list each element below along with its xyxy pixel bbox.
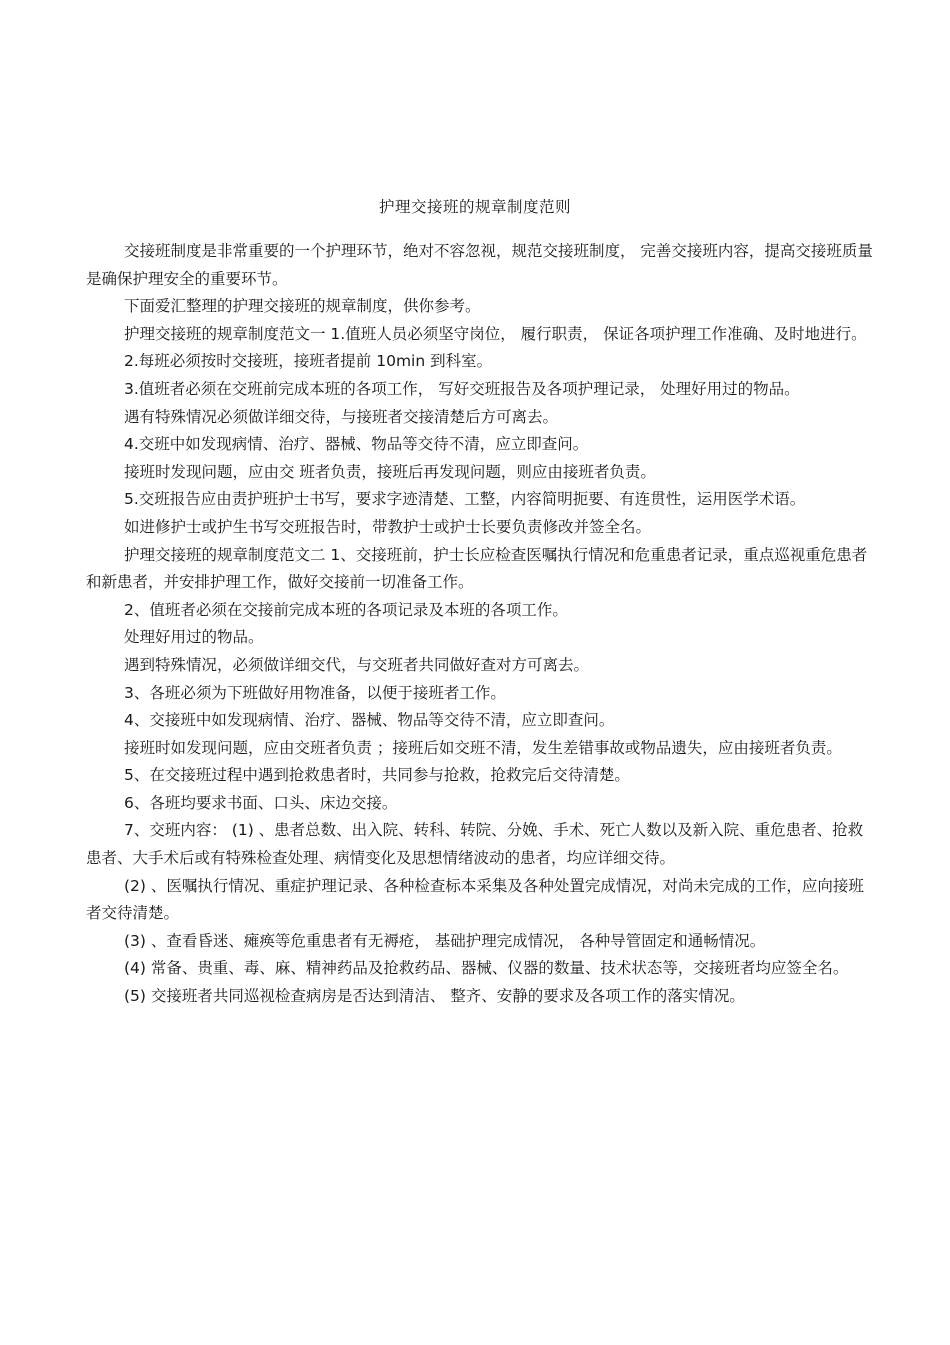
paragraph-18: 5、在交接班过程中遇到抢救患者时，共同参与抢救，抢救完后交待清楚。 (124, 766, 630, 785)
paragraph-4: 2.每班必须按时交接班，接班者提前 10min 到科室。 (124, 352, 493, 371)
paragraph-19: 6、各班均要求书面、口头、床边交接。 (124, 793, 398, 812)
paragraph-8: 接班时发现问题，应由交 班者负责，接班后再发现问题，则应由接班者负责。 (124, 462, 656, 481)
paragraph-13: 处理好用过的物品。 (124, 628, 264, 647)
paragraph-9: 5.交班报告应由责护班护士书写，要求字迹清楚、工整，内容简明扼要、有连贯性，运用医学术语。 (124, 490, 806, 509)
document-body (86, 238, 876, 1011)
paragraph-20: 7、交班内容： (1) 、患者总数、出入院、转科、转院、分娩、手术、死亡人数以及新入院、重危患者、抢救患者、大手术后或有特殊检查处理、病情变化及思想情绪波动的患者，均应详细交待。 (86, 821, 864, 868)
paragraph-10: 如进修护士或护生书写交班报告时，带教护士或护士长要负责修改并签全名。 (124, 517, 652, 536)
paragraph-2: 下面爱汇整理的护理交接班的规章制度，供你参考。 (124, 297, 481, 316)
paragraph-22: (3) 、查看昏迷、瘫痪等危重患者有无褥疮， 基础护理完成情况， 各种导管固定和通畅情况。 (124, 931, 766, 950)
paragraph-17: 接班时如发现问题，应由交班者负责 ；接班后如交班不清，发生差错事故或物品遗失，应由接班者负责。 (124, 738, 842, 757)
paragraph-6: 遇有特殊情况必须做详细交待，与接班者交接清楚后方可离去。 (124, 407, 559, 426)
paragraph-23: (4) 常备、贵重、毒、麻、精神药品及抢救药品、器械、仪器的数量、技术状态等，交接班者均应签全名。 (124, 959, 849, 978)
document-title: 护理交接班的规章制度范则 (378, 198, 571, 216)
paragraph-11: 护理交接班的规章制度范文二 1、交接班前，护士长应检查医嘱执行情况和危重患者记录，重点巡视重危患者和新患者，并安排护理工作，做好交接前一切准备工作。 (86, 545, 868, 592)
paragraph-14: 遇到特殊情况，必须做详细交代，与交班者共同做好查对方可离去。 (124, 655, 590, 674)
paragraph-7: 4.交班中如发现病情、治疗、器械、物品等交待不清，应立即查问。 (124, 435, 589, 454)
paragraph-15: 3、各班必须为下班做好用物准备，以便于接班者工作。 (124, 683, 506, 702)
paragraph-21: (2) 、医嘱执行情况、重症护理记录、各种检查标本采集及各种处置完成情况，对尚未完成的工作，应向接班者交待清楚。 (86, 876, 864, 923)
paragraph-12: 2、值班者必须在交接前完成本班的各项记录及本班的各项工作。 (124, 600, 568, 619)
paragraph-5: 3.值班者必须在交班前完成本班的各项工作， 写好交班报告及各项护理记录， 处理好用过的物品。 (124, 379, 800, 398)
paragraph-16: 4、交接班中如发现病情、治疗、器械、物品等交待不清，应立即查问。 (124, 711, 615, 730)
paragraph-24: (5) 交接班者共同巡视检查病房是否达到清洁、 整齐、安静的要求及各项工作的落实情况。 (124, 987, 745, 1006)
paragraph-1: 交接班制度是非常重要的一个护理环节，绝对不容忽视，规范交接班制度， 完善交接班内容，提高交接班质量是确保护理安全的重要环节。 (86, 242, 873, 288)
paragraph-3: 护理交接班的规章制度范文一 1.值班人员必须坚守岗位， 履行职责， 保证各项护理工作准确、及时地进行。 (124, 324, 867, 343)
